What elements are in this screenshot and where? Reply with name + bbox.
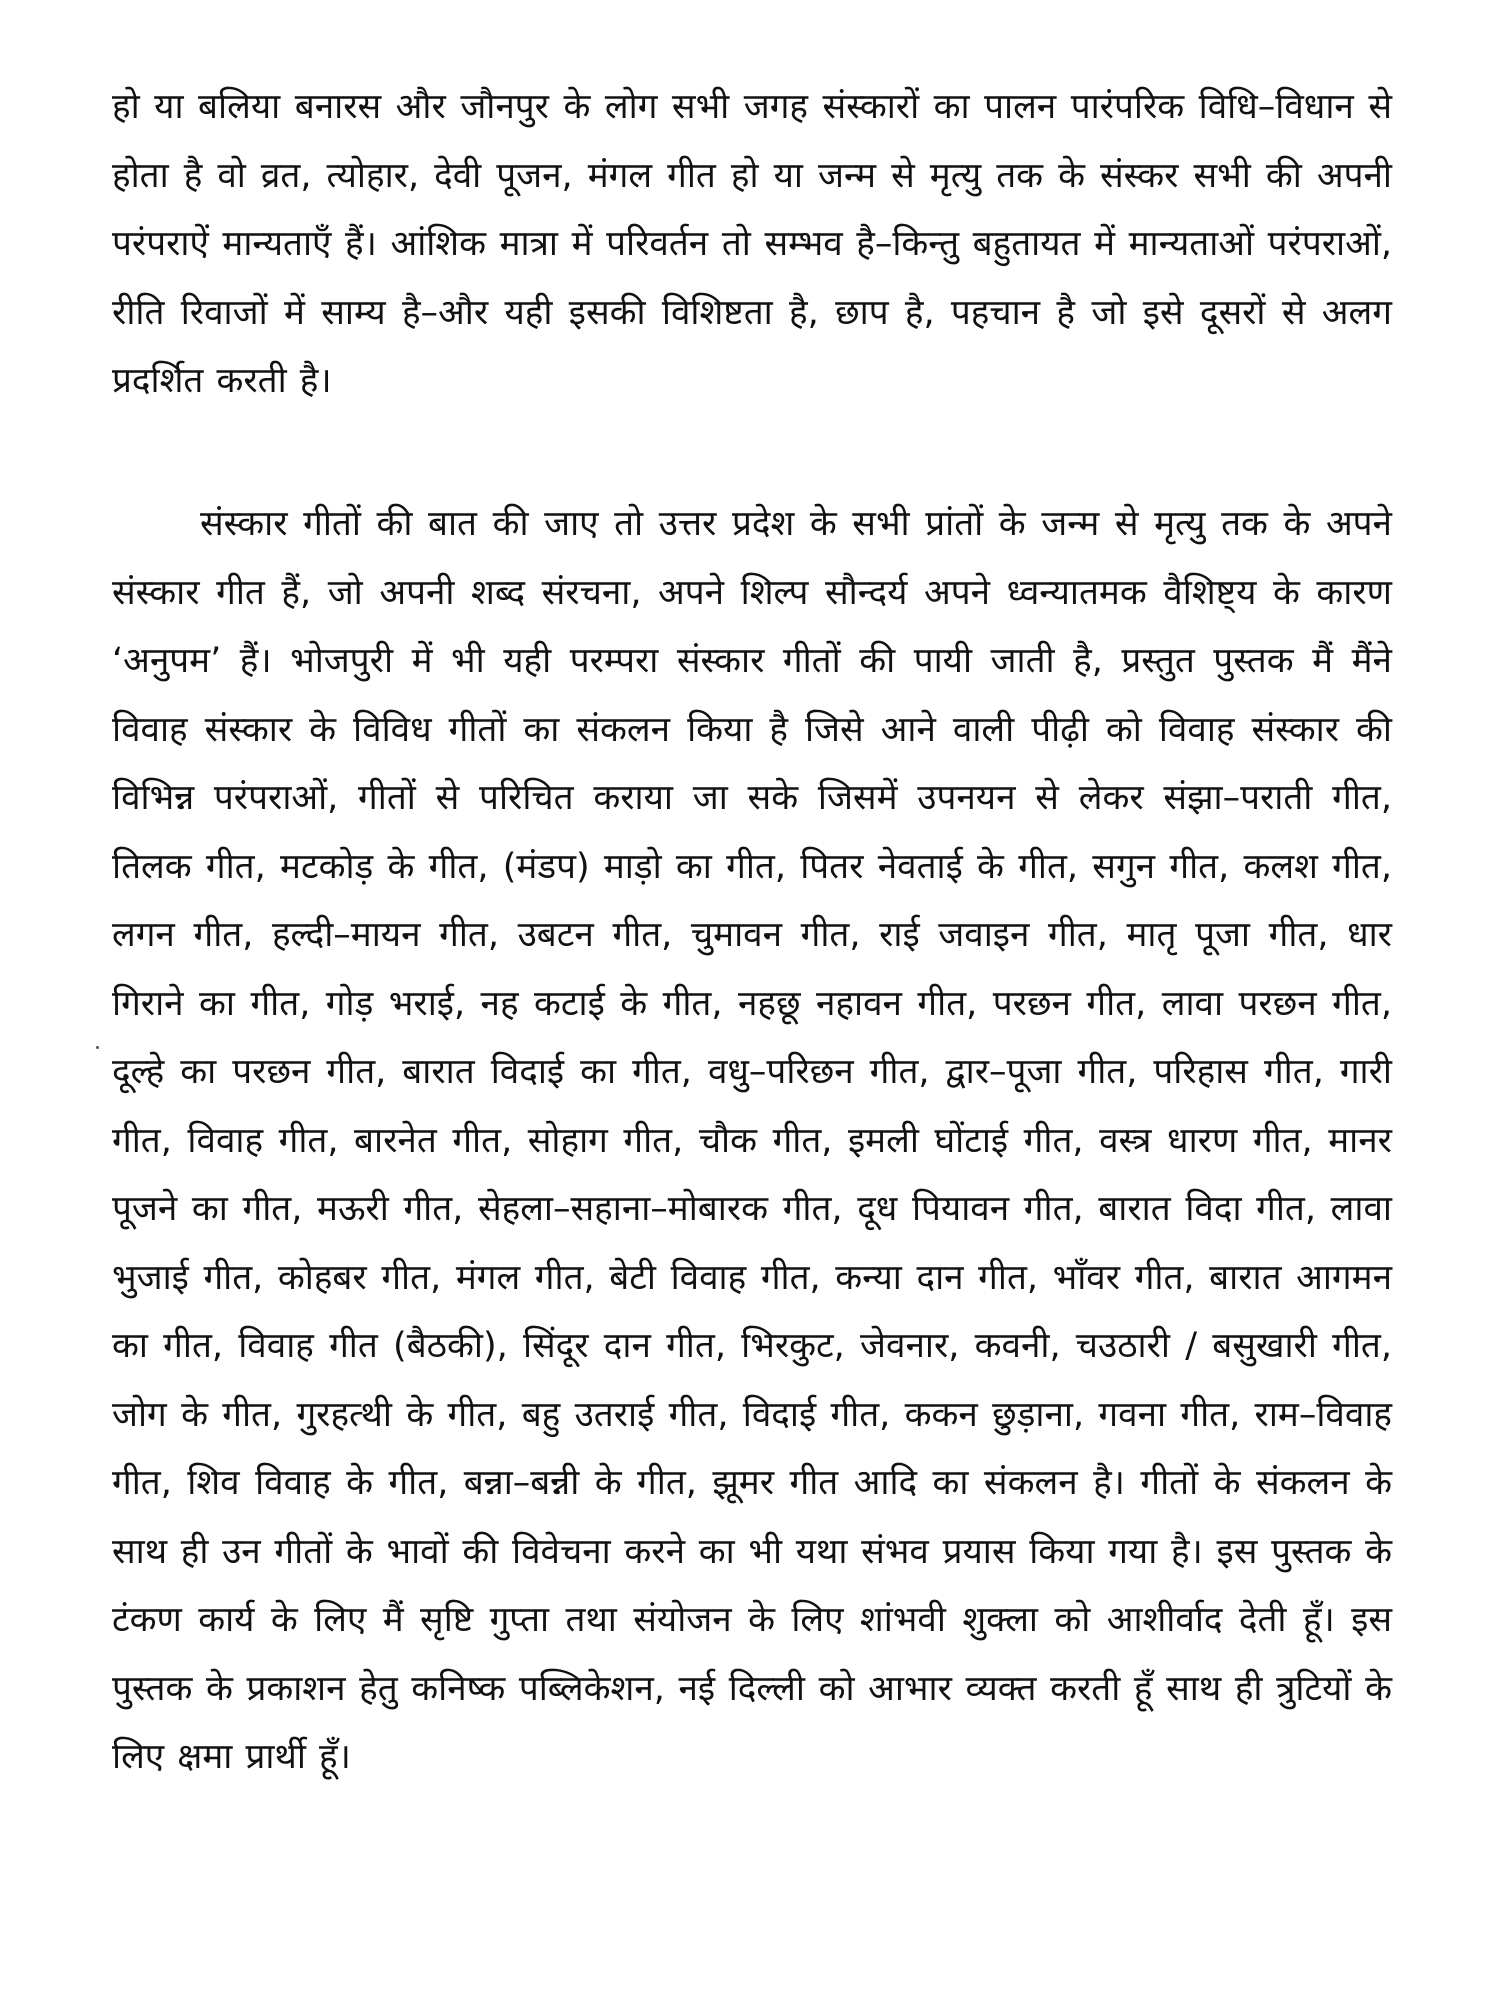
paragraph-2-sentence-1: संस्कार गीतों की बात की जाए तो उत्तर प्रदेश के सभी प्रांतों के जन्म से मृत्यु तक के अपने संस्कार गीत हैं, जो अपनी शब्द संरचना, अपने शिल्प सौन्दर्य अपने ध्वन्यातमक वैशिष्ट्य के कारण ‘अनुपम’ हैं।	[112, 504, 1392, 681]
paragraph-2-sentence-5: इस पुस्तक के प्रकाशन हेतु कनिष्क पब्लिकेशन, नई दिल्ली को आभार व्यक्त करती हूँ साथ ही त्रुटियों के लिए क्षमा प्रार्थी हूँ।	[112, 1600, 1392, 1777]
paragraph-2-sentence-2: भोजपुरी में भी यही परम्परा संस्कार गीतों की पायी जाती है, प्रस्तुत पुस्तक मैं मैंने विवाह संस्कार के विविध गीतों का संकलन किया है जिसे आने वाली पीढ़ी को विवाह संस्कार की विभिन्न परंपराओं, गीतों से परिचित कराया जा सके जिसमें उपनयन से लेकर संझा–पराती गीत, तिलक गीत, मटकोड़ के गीत, (मंडप) माड़ो का गीत, पितर नेवताई के गीत, सगुन गीत, कलश गीत, लगन गीत, हल्दी–मायन गीत, उबटन गीत, चुमावन गीत, राई जवाइन गीत, मातृ पूजा गीत, धार गिराने का गीत, गोड़ भराई, नह कटाई के गीत, नहछू नहावन गीत, परछन गीत, लावा परछन गीत, दूल्हे का परछन गीत, बारात विदाई का गीत, वधु–परिछन गीत, द्वार–पूजा गीत, परिहास गीत, गारी गीत, विवाह गीत, बारनेत गीत, सोहाग गीत, चौक गीत, इमली घोंटाई गीत, वस्त्र धारण गीत, मानर पूजने का गीत, मऊरी गीत, सेहला–सहाना–मोबारक गीत, दूध पियावन गीत, बारात विदा गीत, लावा भुजाई गीत, कोहबर गीत, मंगल गीत, बेटी विवाह गीत, कन्या दान गीत, भाँवर गीत, बारात आगमन का गीत, विवाह गीत (बैठकी), सिंदूर दान गीत, भिरकुट, जेवनार, कवनी, चउठारी / बसुखारी गीत, जोग के गीत, गुरहत्थी के गीत, बहु उतराई गीत, विदाई गीत, ककन छुड़ाना, गवना गीत, राम–विवाह गीत, शिव विवाह के गीत, बन्ना–बन्नी के गीत, झूमर गीत आदि का संकलन है।	[112, 641, 1392, 1503]
paragraph-2-sentence-3: गीतों के संकलन के साथ ही उन गीतों के भावों की विवेचना करने का भी यथा संभव प्रयास किया गया है।	[112, 1463, 1392, 1572]
scan-speck	[96, 1046, 99, 1049]
paragraph-1: हो या बलिया बनारस और जौनपुर के लोग सभी जगह संस्कारों का पालन पारंपरिक विधि–विधान से होता है वो व्रत, त्योहार, देवी पूजन, मंगल गीत हो या जन्म से मृत्यु तक के संस्कर सभी की अपनी परंपराऐं मान्यताएँ हैं। आंशिक मात्रा में परिवर्तन तो सम्भव है–किन्तु बहुतायत में मान्यताओं परंपराओं, रीति रिवाजों में साम्य है–और यही इसकी विशिष्टता है, छाप है, पहचान है जो इसे दूसरों से अलग प्रदर्शित करती है।	[112, 87, 1392, 401]
paragraph-2-sentence-4: इस पुस्तक के टंकण कार्य के लिए मैं सृष्टि गुप्ता तथा संयोजन के लिए शांभवी शुक्ला को आशीर्वाद देती हूँ।	[112, 1531, 1392, 1640]
paragraph-2	[112, 490, 1392, 1792]
